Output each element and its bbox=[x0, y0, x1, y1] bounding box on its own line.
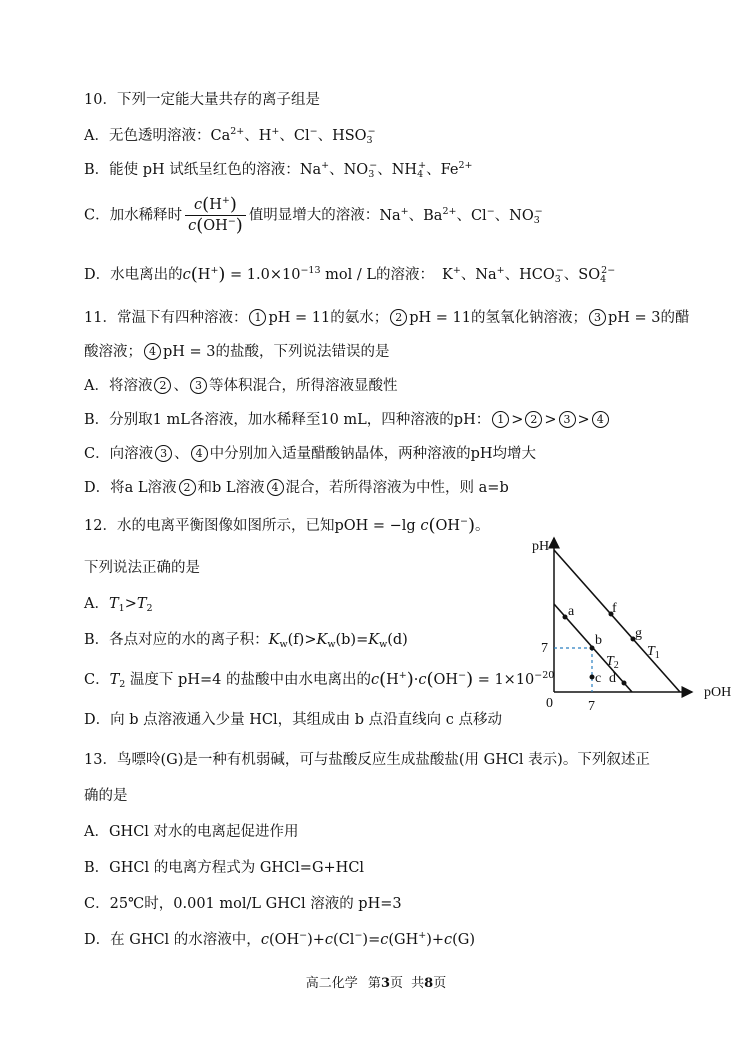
q10-a-prefix: A．无色透明溶液： bbox=[84, 128, 211, 144]
q12-option-c: C．$T_2$ 温度下 pH=4 的盐酸中由水电离出的$c(H^+)\cdot c(OH^-) = 1\times 10^{-20}$ bbox=[84, 669, 555, 690]
water-ionization-graph bbox=[520, 532, 732, 722]
q13-stem-line2: 确的是 bbox=[84, 788, 128, 804]
q10-stem: 10．下列一定能大量共存的离子组是 bbox=[84, 92, 320, 108]
label-t2: $T_2$ bbox=[606, 654, 619, 671]
footer-total: 共8页 bbox=[411, 976, 447, 991]
x-tick-7: 7 bbox=[588, 699, 595, 714]
q11-stem-line2: 酸溶液； 4 pH = 3的盐酸，下列说法错误的是 bbox=[84, 344, 390, 360]
origin-label: 0 bbox=[546, 696, 553, 711]
point-c bbox=[590, 675, 595, 680]
q10-c-suffix: 值明显增大的溶液： bbox=[248, 207, 380, 224]
label-f: f bbox=[612, 601, 617, 616]
q10-d-prefix: D．水电离出的 bbox=[84, 267, 183, 283]
footer-subject: 高二化学 bbox=[305, 976, 358, 991]
q10-a-ions: $Ca^{2+}$、H+、Cl−、$HSO_3^-$ bbox=[210, 126, 376, 146]
y-axis-label: pH bbox=[532, 539, 550, 554]
q10-d-expr: $c(H^+) = 1.0\times 10^{-13}$ mol / L bbox=[182, 264, 376, 285]
point-b bbox=[590, 646, 595, 651]
q10-option-d bbox=[84, 265, 615, 285]
x-axis-label: pOH bbox=[704, 685, 732, 700]
q11-stem-line1: 11．常温下有四种溶液： 1 pH = 11的氨水； 2 pH = 11的氢氧化钠溶液； 3 pH = 3的醋 bbox=[84, 310, 690, 326]
q13-option-c: C．25℃时，0.001 mol/L GHCl 溶液的 pH=3 bbox=[84, 896, 402, 912]
point-a bbox=[563, 615, 568, 620]
q10-c-prefix: C．加水稀释时 bbox=[84, 207, 183, 224]
q10-option-c bbox=[84, 196, 543, 235]
label-d: d bbox=[609, 671, 616, 686]
q13-option-b: B．GHCl 的电离方程式为 GHCl=G+HCl bbox=[84, 860, 365, 876]
q10-c-ions: Na+、$Ba^{2+}$、Cl−、$NO_3^-$ bbox=[379, 205, 543, 226]
q10-d-suffix: 的溶液： bbox=[376, 267, 434, 283]
label-t1: $T_1$ bbox=[647, 644, 660, 661]
q12-option-d: D．向 b 点溶液通入少量 HCl，其组成由 b 点沿直线向 c 点移动 bbox=[84, 712, 502, 728]
q10-option-b bbox=[84, 160, 472, 180]
q12-option-b: B．各点对应的水的离子积：$K_w(f)>K_w(b)=K_w(d)$ bbox=[84, 632, 408, 650]
q11-option-c: C．向溶液 3 、 4 中分别加入适量醋酸钠晶体，两种溶液的pH均增大 bbox=[84, 446, 537, 462]
page-footer bbox=[0, 972, 752, 991]
q11-option-b: B．分别取1 mL各溶液，加水稀释至10 mL，四种溶液的pH： 1 > 2 > 3 > 4 bbox=[84, 410, 611, 430]
label-a: a bbox=[568, 604, 575, 619]
q12-option-a: A．$T_1>T_2$ bbox=[84, 596, 153, 614]
q13-option-a: A．GHCl 对水的电离起促进作用 bbox=[84, 824, 299, 840]
label-g: g bbox=[635, 626, 642, 641]
footer-page: 第3页 bbox=[367, 976, 403, 991]
y-tick-7: 7 bbox=[541, 641, 548, 656]
q10-b-ions: Na+、$NO_3^-$、$NH_4^+$、$Fe^{2+}$ bbox=[299, 160, 473, 180]
label-c: c bbox=[595, 671, 602, 686]
point-d bbox=[622, 681, 627, 686]
q12-stem: 12．水的电离平衡图像如图所示，已知pOH = −lg c(OH−)。 bbox=[84, 515, 490, 536]
q10-d-ions: K+、Na+、$HCO_3^-$、$SO_4^{2-}$ bbox=[442, 265, 616, 285]
q10-b-prefix: B．能使 pH 试纸呈红色的溶液： bbox=[84, 162, 300, 178]
q13-option-d: D．在 GHCl 的水溶液中，c(OH−)+c(Cl−)=c(GH+)+c(G) bbox=[84, 930, 476, 948]
label-b: b bbox=[595, 633, 602, 648]
q10-option-a bbox=[84, 126, 376, 146]
q12-stem2: 下列说法正确的是 bbox=[84, 560, 200, 576]
q10-c-fraction: $\frac{c(H^+)}{c(OH^-)}$ bbox=[185, 196, 246, 235]
q13-stem-line1: 13．鸟嘌呤(G)是一种有机弱碱，可与盐酸反应生成盐酸盐(用 GHCl 表示)。下列叙述正 bbox=[84, 752, 650, 768]
q11-option-a: A．将溶液 2 、 3 等体积混合，所得溶液显酸性 bbox=[84, 378, 398, 394]
q11-option-d: D．将a L溶液 2 和b L溶液 4 混合，若所得溶液为中性，则 a=b bbox=[84, 480, 509, 496]
